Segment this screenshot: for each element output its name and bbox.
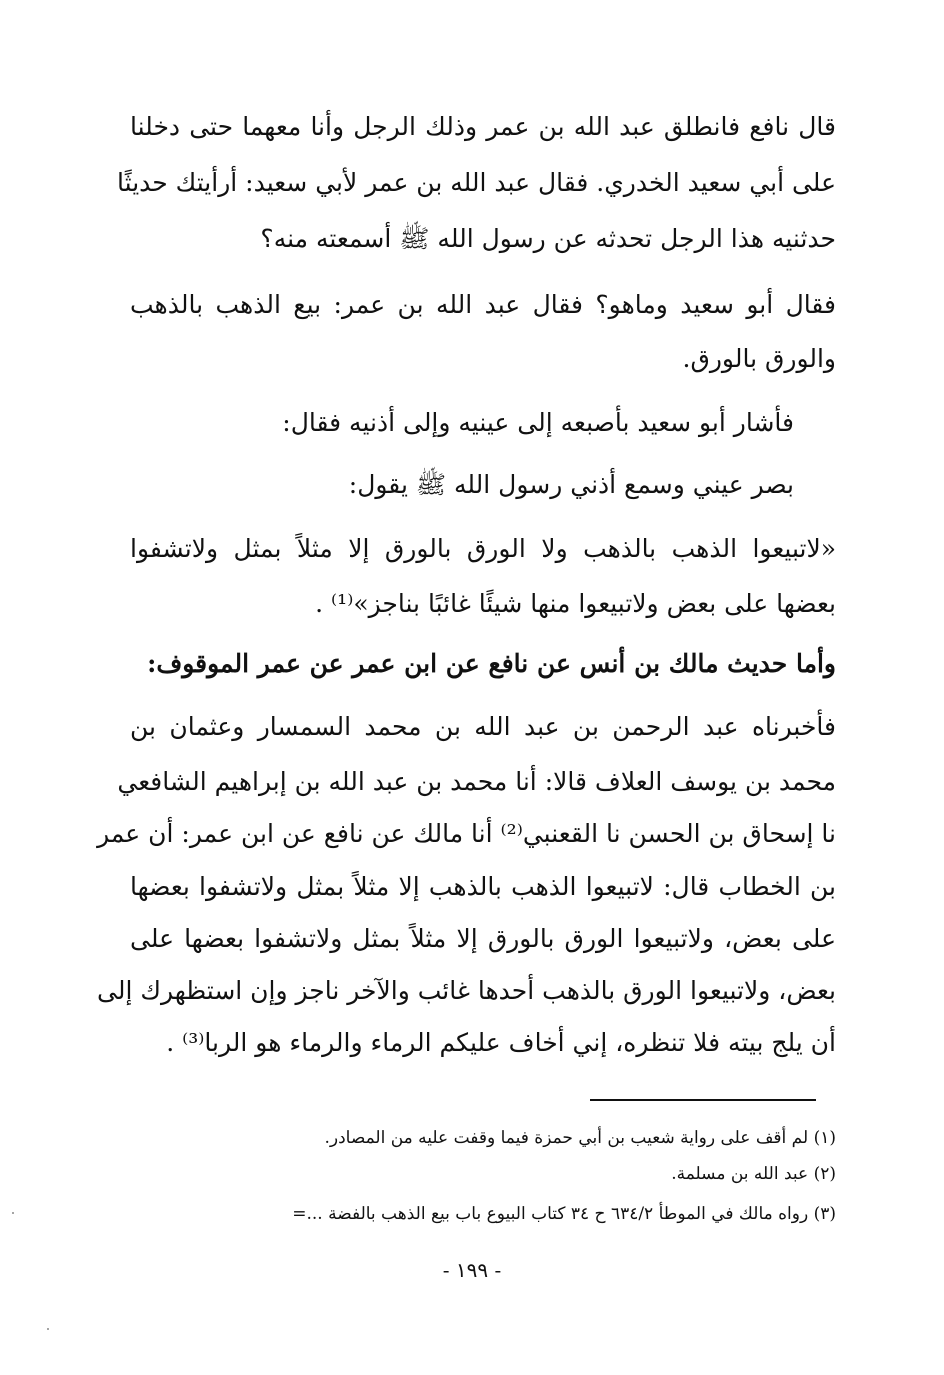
body-line: بن الخطاب قال: لاتبيعوا الذهب بالذهب إلا مثلاً بمثل ولاتشفوا بعضها <box>130 872 836 901</box>
scan-speck <box>47 1328 49 1330</box>
body-line: محمد بن يوسف العلاف قالا: أنا محمد بن عبد الله بن إبراهيم الشافعي <box>117 767 836 796</box>
body-line: فأخبرناه عبد الرحمن بن عبد الله بن محمد السمسار وعثمان بن <box>130 712 836 741</box>
footnote: (٣) رواه مالك في الموطأ ٦٣٤/٢ ح ٣٤ كتاب البيوع باب بيع الذهب بالفضة ...= <box>292 1204 836 1224</box>
footnote-divider <box>590 1099 816 1101</box>
page-number: - ١٩٩ - <box>442 1258 502 1282</box>
footnote: (٢) عبد الله بن مسلمة. <box>671 1164 836 1184</box>
body-line: قال نافع فانطلق عبد الله بن عمر وذلك الرجل وأنا معهما حتى دخلنا <box>130 112 836 141</box>
body-line: بعض، ولاتبيعوا الورق بالذهب أحدها غائب والآخر ناجز وإن استظهرك إلى <box>97 976 836 1005</box>
scan-speck <box>12 1212 14 1214</box>
hadith-line: بعضها على بعض ولاتبيعوا منها شيئًا غائبًا بناجز»⁽¹⁾ . <box>315 589 836 618</box>
body-line: فقال أبو سعيد وماهو؟ فقال عبد الله بن عمر: بيع الذهب بالذهب <box>130 290 836 319</box>
body-line: حدثنيه هذا الرجل تحدثه عن رسول الله ﷺ أسمعته منه؟ <box>260 224 836 253</box>
body-line: نا إسحاق بن الحسن نا القعنبي⁽²⁾ أنا مالك عن نافع عن ابن عمر: أن عمر <box>97 819 836 848</box>
body-line: بصر عيني وسمع أذني رسول الله ﷺ يقول: <box>348 470 794 499</box>
body-line: أن يلج بيته فلا تنظره، إني أخاف عليكم الرماء والرماء هو الربا⁽³⁾ . <box>166 1028 836 1057</box>
footnote: (١) لم أقف على رواية شعيب بن أبي حمزة فيما وقفت عليه من المصادر. <box>324 1128 836 1148</box>
body-line: على بعض، ولاتبيعوا الورق بالورق إلا مثلاً بمثل ولاتشفوا بعضها على <box>130 924 836 953</box>
section-heading: وأما حديث مالك بن أنس عن نافع عن ابن عمر عن عمر الموقوف: <box>147 649 836 678</box>
body-line: فأشار أبو سعيد بأصبعه إلى عينيه وإلى أذنيه فقال: <box>282 408 794 437</box>
body-line: على أبي سعيد الخدري. فقال عبد الله بن عمر لأبي سعيد: أرأيتك حديثًا <box>117 168 836 197</box>
hadith-line: «لاتبيعوا الذهب بالذهب ولا الورق بالورق إلا مثلاً بمثل ولاتشفوا <box>130 534 836 563</box>
body-line: والورق بالورق. <box>682 344 836 373</box>
